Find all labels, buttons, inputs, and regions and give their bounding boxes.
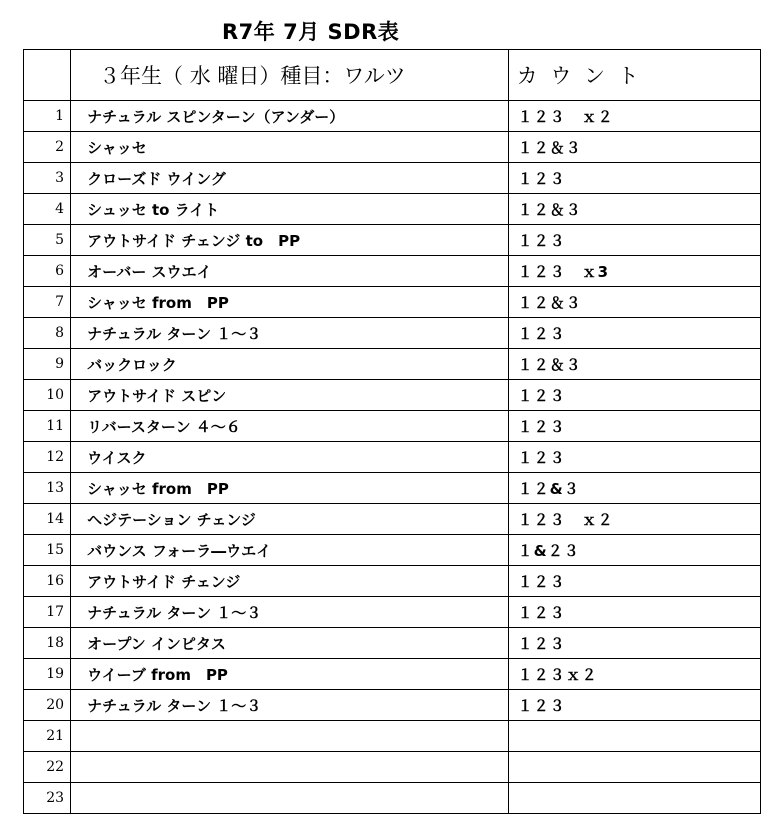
table-row xyxy=(24,194,761,225)
table-row xyxy=(24,287,761,318)
row-number: 18 xyxy=(24,628,71,659)
step-name: アウトサイド チェンジ to PP xyxy=(71,225,509,256)
step-count: １２３ ｘ3 xyxy=(508,256,760,287)
table-row xyxy=(24,349,761,380)
row-number: 10 xyxy=(24,380,71,411)
step-count: １２３ xyxy=(508,380,760,411)
sdr-table xyxy=(23,49,761,814)
step-name xyxy=(71,783,509,814)
row-number: 16 xyxy=(24,566,71,597)
page-title: R7年 7月 SDR表 xyxy=(222,20,400,44)
step-name: アウトサイド チェンジ xyxy=(71,566,509,597)
row-number: 22 xyxy=(24,752,71,783)
step-count: １２＆３ xyxy=(508,349,760,380)
step-count: １２＆３ xyxy=(508,194,760,225)
row-number: 17 xyxy=(24,597,71,628)
step-count: １２３ xyxy=(508,411,760,442)
table-row xyxy=(24,752,761,783)
row-number: 1 xyxy=(24,101,71,132)
row-number: 5 xyxy=(24,225,71,256)
row-number: 14 xyxy=(24,504,71,535)
table-row xyxy=(24,783,761,814)
step-name: ナチュラル ターン １～３ xyxy=(71,597,509,628)
row-number: 23 xyxy=(24,783,71,814)
step-name: ナチュラル スピンターン（アンダー） xyxy=(71,101,509,132)
step-count: １２３ ｘ２ xyxy=(508,504,760,535)
header-step-cell: ３年生（ 水 曜日）種目：ワルツ xyxy=(71,50,509,101)
step-count: １２３ xyxy=(508,163,760,194)
step-name xyxy=(71,721,509,752)
table-row xyxy=(24,473,761,504)
step-name: シャッセ from PP xyxy=(71,473,509,504)
step-count xyxy=(508,752,760,783)
row-number: 8 xyxy=(24,318,71,349)
step-count: １&２３ xyxy=(508,535,760,566)
step-count: １２３ xyxy=(508,442,760,473)
table-header-row xyxy=(24,50,761,101)
step-count xyxy=(508,721,760,752)
row-number: 20 xyxy=(24,690,71,721)
table-row xyxy=(24,132,761,163)
row-number: 2 xyxy=(24,132,71,163)
row-number: 9 xyxy=(24,349,71,380)
step-name: ウイーブ from PP xyxy=(71,659,509,690)
step-name: ナチュラル ターン １～３ xyxy=(71,318,509,349)
step-name: バックロック xyxy=(71,349,509,380)
table-row xyxy=(24,380,761,411)
table-row xyxy=(24,659,761,690)
step-name: ウイスク xyxy=(71,442,509,473)
row-number: 11 xyxy=(24,411,71,442)
step-name: シャッセ from PP xyxy=(71,287,509,318)
table-row xyxy=(24,690,761,721)
step-count: １２３ xyxy=(508,566,760,597)
step-name: リバースターン ４～６ xyxy=(71,411,509,442)
row-number: 6 xyxy=(24,256,71,287)
step-name: オープン インピタス xyxy=(71,628,509,659)
step-name: シャッセ xyxy=(71,132,509,163)
row-number: 4 xyxy=(24,194,71,225)
table-row xyxy=(24,504,761,535)
row-number: 12 xyxy=(24,442,71,473)
step-count xyxy=(508,783,760,814)
step-count: １２３ xyxy=(508,225,760,256)
step-name: ナチュラル ターン １～３ xyxy=(71,690,509,721)
step-name: ヘジテーション チェンジ xyxy=(71,504,509,535)
step-count: １２３ ｘ２ xyxy=(508,101,760,132)
row-number: 13 xyxy=(24,473,71,504)
table-row xyxy=(24,597,761,628)
row-number: 19 xyxy=(24,659,71,690)
step-name: クローズド ウイング xyxy=(71,163,509,194)
table-row xyxy=(24,442,761,473)
step-count: １２＆３ xyxy=(508,132,760,163)
step-count: １２３ｘ２ xyxy=(508,659,760,690)
header-count-cell: カ ウ ン ト xyxy=(508,50,760,101)
step-name: シュッセ to ライト xyxy=(71,194,509,225)
step-count: １２３ xyxy=(508,597,760,628)
step-name: アウトサイド スピン xyxy=(71,380,509,411)
step-count: １２３ xyxy=(508,318,760,349)
table-row xyxy=(24,566,761,597)
step-name: オーバー スウエイ xyxy=(71,256,509,287)
table-row xyxy=(24,628,761,659)
row-number: 21 xyxy=(24,721,71,752)
step-name xyxy=(71,752,509,783)
step-name: バウンス フォーラ―ウエイ xyxy=(71,535,509,566)
table-row xyxy=(24,101,761,132)
step-count: １２＆３ xyxy=(508,287,760,318)
table-row xyxy=(24,535,761,566)
table-row xyxy=(24,163,761,194)
header-number-cell xyxy=(24,50,71,101)
table-row xyxy=(24,721,761,752)
step-count: １２&３ xyxy=(508,473,760,504)
row-number: 7 xyxy=(24,287,71,318)
step-count: １２３ xyxy=(508,628,760,659)
row-number: 15 xyxy=(24,535,71,566)
step-count: １２３ xyxy=(508,690,760,721)
table-row xyxy=(24,256,761,287)
table-row xyxy=(24,225,761,256)
table-row xyxy=(24,318,761,349)
row-number: 3 xyxy=(24,163,71,194)
table-body xyxy=(24,101,761,814)
table-row xyxy=(24,411,761,442)
